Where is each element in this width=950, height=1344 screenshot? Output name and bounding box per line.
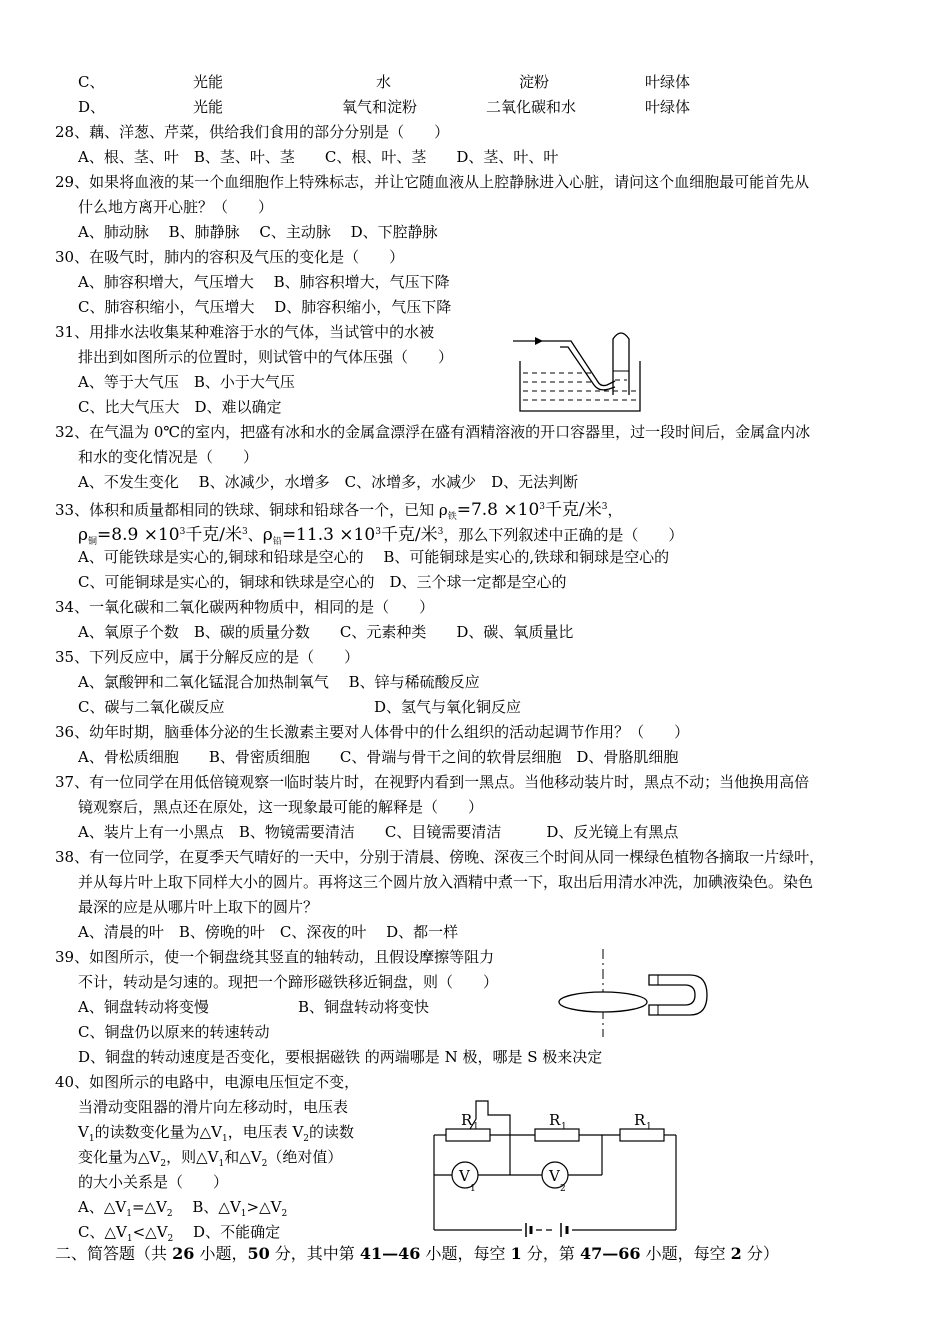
q36-options: A、骨松质细胞 B、骨密质细胞 C、骨端与骨干之间的软骨层细胞 D、骨胳肌细胞 — [78, 748, 679, 766]
section-2-num: 2 — [730, 1244, 742, 1263]
q33-options-line1: A、可能铁球是实心的,铜球和铅球是空心的 B、可能铜球是实心的,铁球和铜球是空心的 — [78, 548, 670, 566]
option-d-label: D、 — [78, 98, 106, 116]
q40-text: 变化量为△V — [78, 1148, 161, 1166]
q40-text: V — [78, 1123, 89, 1141]
q40-text: 的读数 — [309, 1123, 355, 1141]
q33-value-iron: =7.8 ×10 — [456, 500, 540, 520]
q33-unit: 千克/米 — [545, 500, 602, 520]
option-d-col3: 二氧化碳和水 — [486, 98, 577, 116]
q39-option-d: D、铜盘的转动速度是否变化，要根据磁铁 的两端哪是 N 极，哪是 S 极来决定 — [78, 1048, 603, 1066]
q40-sub-1: 1 — [240, 1209, 247, 1219]
option-c-col4: 叶绿体 — [645, 73, 691, 91]
circuit-label-r1: R — [461, 1111, 473, 1129]
q30-options-line1: A、肺容积增大，气压增大 B、肺容积增大，气压下降 — [78, 273, 450, 291]
q39-option-b: B、铜盘转动将变快 — [298, 998, 430, 1016]
q39-stem-line2: 不计，转动是匀速的。现把一个蹄形磁铁移近铜盘，则（ ） — [78, 973, 499, 991]
q40-text: 的读数变化量为△V — [94, 1123, 222, 1141]
section-2-text: 小题， — [194, 1244, 248, 1263]
voltmeter-2-label: V — [549, 1167, 560, 1185]
q29-options: A、肺动脉 B、肺静脉 C、主动脉 D、下腔静脉 — [78, 223, 438, 241]
section-2-text: 分，第 — [521, 1244, 580, 1263]
q40-sub-2: 2 — [160, 1159, 167, 1169]
copper-disc-magnet-figure — [555, 945, 715, 1040]
q40-stem-line1: 40、如图所示的电路中，电源电压恒定不变， — [55, 1073, 360, 1091]
option-c-col3: 淀粉 — [519, 73, 550, 91]
q38-stem-line3: 最深的应是从哪片叶上取下的圆片？ — [78, 898, 319, 916]
voltmeter-2-sub: 2 — [560, 1184, 566, 1194]
water-displacement-figure — [505, 325, 655, 415]
q40-stem-line4 — [78, 1147, 342, 1174]
q33-exponent: 3 — [601, 502, 608, 512]
q33-stem-text: 33、体积和质量都相同的铁球、铜球和铅球各一个，已知 ρ — [55, 501, 448, 519]
q39-stem-line1: 39、如图所示，使一个铜盘绕其竖直的轴转动，且假设摩擦等阻力 — [55, 948, 495, 966]
circuit-label-r2: R — [549, 1111, 561, 1129]
q40-option-a: A、△V — [78, 1198, 127, 1216]
option-d-col4: 叶绿体 — [645, 98, 691, 116]
q33-options-line2: C、可能铜球是实心的，铜球和铁球是空心的 D、三个球一定都是空心的 — [78, 573, 567, 591]
q38-stem-line2: 并从每片叶上取下同样大小的圆片。再将这三个圆片放入酒精中煮一下，取出后用清水冲洗，加碘液染色。染色 — [78, 873, 814, 891]
q33-unit: 千克/米 — [185, 525, 243, 545]
q31-options-line1: A、等于大气压 B、小于大气压 — [78, 373, 295, 391]
q33-unit: 千克/米 — [380, 525, 438, 545]
q33-stem-line2: $\rho_铜=8.9 \times 10^3$千克/米$^3$、$\rho_铅=11.3 \times 10^3$千克/米$^3$，那么下列叙述中正确的是（ ） — [78, 525, 684, 547]
q30-stem: 30、在吸气时，肺内的容积及气压的变化是（ ） — [55, 248, 405, 266]
q33-rho: ρ — [78, 525, 88, 545]
section-2-text: 二、简答题（共 — [55, 1244, 173, 1263]
q35-options-line1: A、氯酸钾和二氧化锰混合加热制氧气 B、锌与稀硫酸反应 — [78, 673, 480, 691]
option-d-col1: 光能 — [193, 98, 224, 116]
option-c-col2: 水 — [376, 73, 392, 91]
q32-options: A、不发生变化 B、冰减少，水增多 C、冰增多，水减少 D、无法判断 — [78, 473, 579, 491]
q35-option-d: D、氢气与氧化铜反应 — [374, 698, 522, 716]
q29-stem-line1: 29、如果将血液的某一个血细胞作上特殊标志，并让它随血液从上腔静脉进入心脏，请问这个血细胞最可能首先从 — [55, 173, 810, 191]
section-2-num: 26 — [172, 1244, 195, 1263]
q40-option-d: D、不能确定 — [193, 1223, 281, 1241]
section-2-text: 分，其中第 — [269, 1244, 360, 1263]
circuit-label-r2-sub: 1 — [561, 1122, 567, 1132]
q33-exponent: 3 — [179, 527, 186, 537]
q33-sub-iron: 铁 — [447, 512, 457, 522]
q33-rho: ρ — [262, 525, 273, 545]
q35-stem: 35、下列反应中，属于分解反应的是（ ） — [55, 648, 360, 666]
q32-stem-line2: 和水的变化情况是（ ） — [78, 448, 259, 466]
circuit-label-r1-sub: 1 — [473, 1122, 479, 1132]
circuit-figure — [420, 1095, 690, 1235]
section-2-text: 分） — [741, 1244, 779, 1263]
q31-stem-line2: 排出到如图所示的位置时，则试管中的气体压强（ ） — [78, 348, 454, 366]
q40-sub-1: 1 — [218, 1159, 225, 1169]
q29-stem-line2: 什么地方离开心脏？（ ） — [78, 198, 274, 216]
q33-exponent: 3 — [242, 527, 248, 537]
section-2-num: 1 — [510, 1244, 522, 1263]
q40-stem-line2: 当滑动变阻器的滑片向左移动时，电压表 — [78, 1098, 349, 1116]
q40-sub-2: 2 — [303, 1134, 310, 1144]
q33-exponent: 3 — [375, 527, 381, 537]
q40-option-c: C、△V — [78, 1223, 127, 1241]
q40-sub-2: 2 — [167, 1234, 174, 1244]
q40-sub-1: 1 — [126, 1209, 132, 1219]
q39-option-a: A、铜盘转动将变慢 — [78, 998, 209, 1016]
q31-stem-line1: 31、用排水法收集某种难溶于水的气体，当试管中的水被 — [55, 323, 435, 341]
q40-sub-2: 2 — [261, 1159, 268, 1169]
q39-option-c: C、铜盘仍以原来的转速转动 — [78, 1023, 270, 1041]
section-2-heading — [55, 1244, 779, 1264]
q31-options-line2: C、比大气压大 D、难以确定 — [78, 398, 282, 416]
q37-stem-line2: 镜观察后，黑点还在原处，这一现象最可能的解释是（ ） — [78, 798, 484, 816]
q34-options: A、氧原子个数 B、碳的质量分数 C、元素种类 D、碳、氧质量比 — [78, 623, 574, 641]
q38-options: A、清晨的叶 B、傍晚的叶 C、深夜的叶 D、都一样 — [78, 923, 459, 941]
q34-stem: 34、一氧化碳和二氧化碳两种物质中，相同的是（ ） — [55, 598, 435, 616]
option-d-col2: 氧气和淀粉 — [342, 98, 418, 116]
q40-option-a-rel: =△V — [131, 1198, 167, 1216]
q40-sub-1: 1 — [126, 1234, 133, 1244]
circuit-label-r3-sub: 1 — [646, 1122, 652, 1132]
q40-text: 和△V — [224, 1148, 262, 1166]
section-2-text: 小题，每空 — [640, 1244, 731, 1263]
q40-sub-2: 2 — [281, 1209, 288, 1219]
q35-option-c: C、碳与二氧化碳反应 — [78, 698, 225, 716]
section-2-text: 小题，每空 — [420, 1244, 511, 1263]
q40-text: ，则△V — [166, 1148, 219, 1166]
q40-stem-line3 — [78, 1122, 354, 1149]
q40-text: （绝对值） — [267, 1148, 343, 1166]
q33-sub-copper: 铜 — [88, 537, 98, 547]
q37-stem-line1: 37、有一位同学在用低倍镜观察一临时装片时，在视野内看到一黑点。当他移动装片时，黑点不动；当他换用高倍 — [55, 773, 810, 791]
q36-stem: 36、幼年时期，脑垂体分泌的生长激素主要对人体骨中的什么组织的活动起调节作用？（ ） — [55, 723, 690, 741]
section-2-num: 41—46 — [359, 1244, 421, 1263]
q40-sub-1: 1 — [88, 1134, 95, 1144]
voltmeter-1-sub: 1 — [470, 1184, 476, 1194]
q28-options: A、根、茎、叶 B、茎、叶、茎 C、根、叶、茎 D、茎、叶、叶 — [78, 148, 559, 166]
section-2-num: 47—66 — [579, 1244, 641, 1263]
q40-option-c-rel: <△V — [132, 1223, 168, 1241]
q40-sub-2: 2 — [166, 1209, 173, 1219]
q40-sub-1: 1 — [221, 1134, 228, 1144]
q33-value-copper: =8.9 ×10 — [97, 525, 180, 545]
q28-stem: 28、藕、洋葱、芹菜，供给我们食用的部分分别是（ ） — [55, 123, 450, 141]
q30-options-line2: C、肺容积缩小，气压增大 D、肺容积缩小，气压下降 — [78, 298, 452, 316]
q33-sub-lead: 铅 — [272, 537, 282, 547]
q37-options: A、装片上有一小黑点 B、物镜需要清洁 C、目镜需要清洁 D、反光镜上有黑点 — [78, 823, 679, 841]
section-2-num: 50 — [247, 1244, 270, 1263]
q40-option-b: B、△V — [192, 1198, 241, 1216]
q40-option-b-rel: >△V — [246, 1198, 282, 1216]
option-c-col1: 光能 — [193, 73, 224, 91]
q40-stem-line5: 的大小关系是（ ） — [78, 1173, 229, 1191]
q33-exponent: 3 — [437, 527, 444, 537]
q33-exponent: 3 — [539, 502, 545, 512]
q40-options-line1 — [78, 1197, 287, 1224]
q32-stem-line1: 32、在气温为 0℃的室内，把盛有冰和水的金属盒漂浮在盛有酒精溶液的开口容器里，过一段时间后，金属盒内冰 — [55, 423, 811, 441]
q33-value-lead: =11.3 ×10 — [281, 525, 376, 545]
q33-stem-tail: ，那么下列叙述中正确的是（ ） — [443, 526, 684, 544]
q40-text: ，电压表 V — [227, 1123, 304, 1141]
option-c-label: C、 — [78, 73, 105, 91]
circuit-label-r3: R — [634, 1111, 646, 1129]
q38-stem-line1: 38、有一位同学，在夏季天气晴好的一天中，分别于清晨、傍晚、深夜三个时间从同一棵绿色植物各摘取一片绿叶， — [55, 848, 825, 866]
voltmeter-1-label: V — [459, 1167, 470, 1185]
q33-stem-line1: 33、体积和质量都相同的铁球、铜球和铅球各一个，已知 $\rho_铁=7.8 \times 10^3$千克/米$^3$， — [55, 500, 623, 522]
